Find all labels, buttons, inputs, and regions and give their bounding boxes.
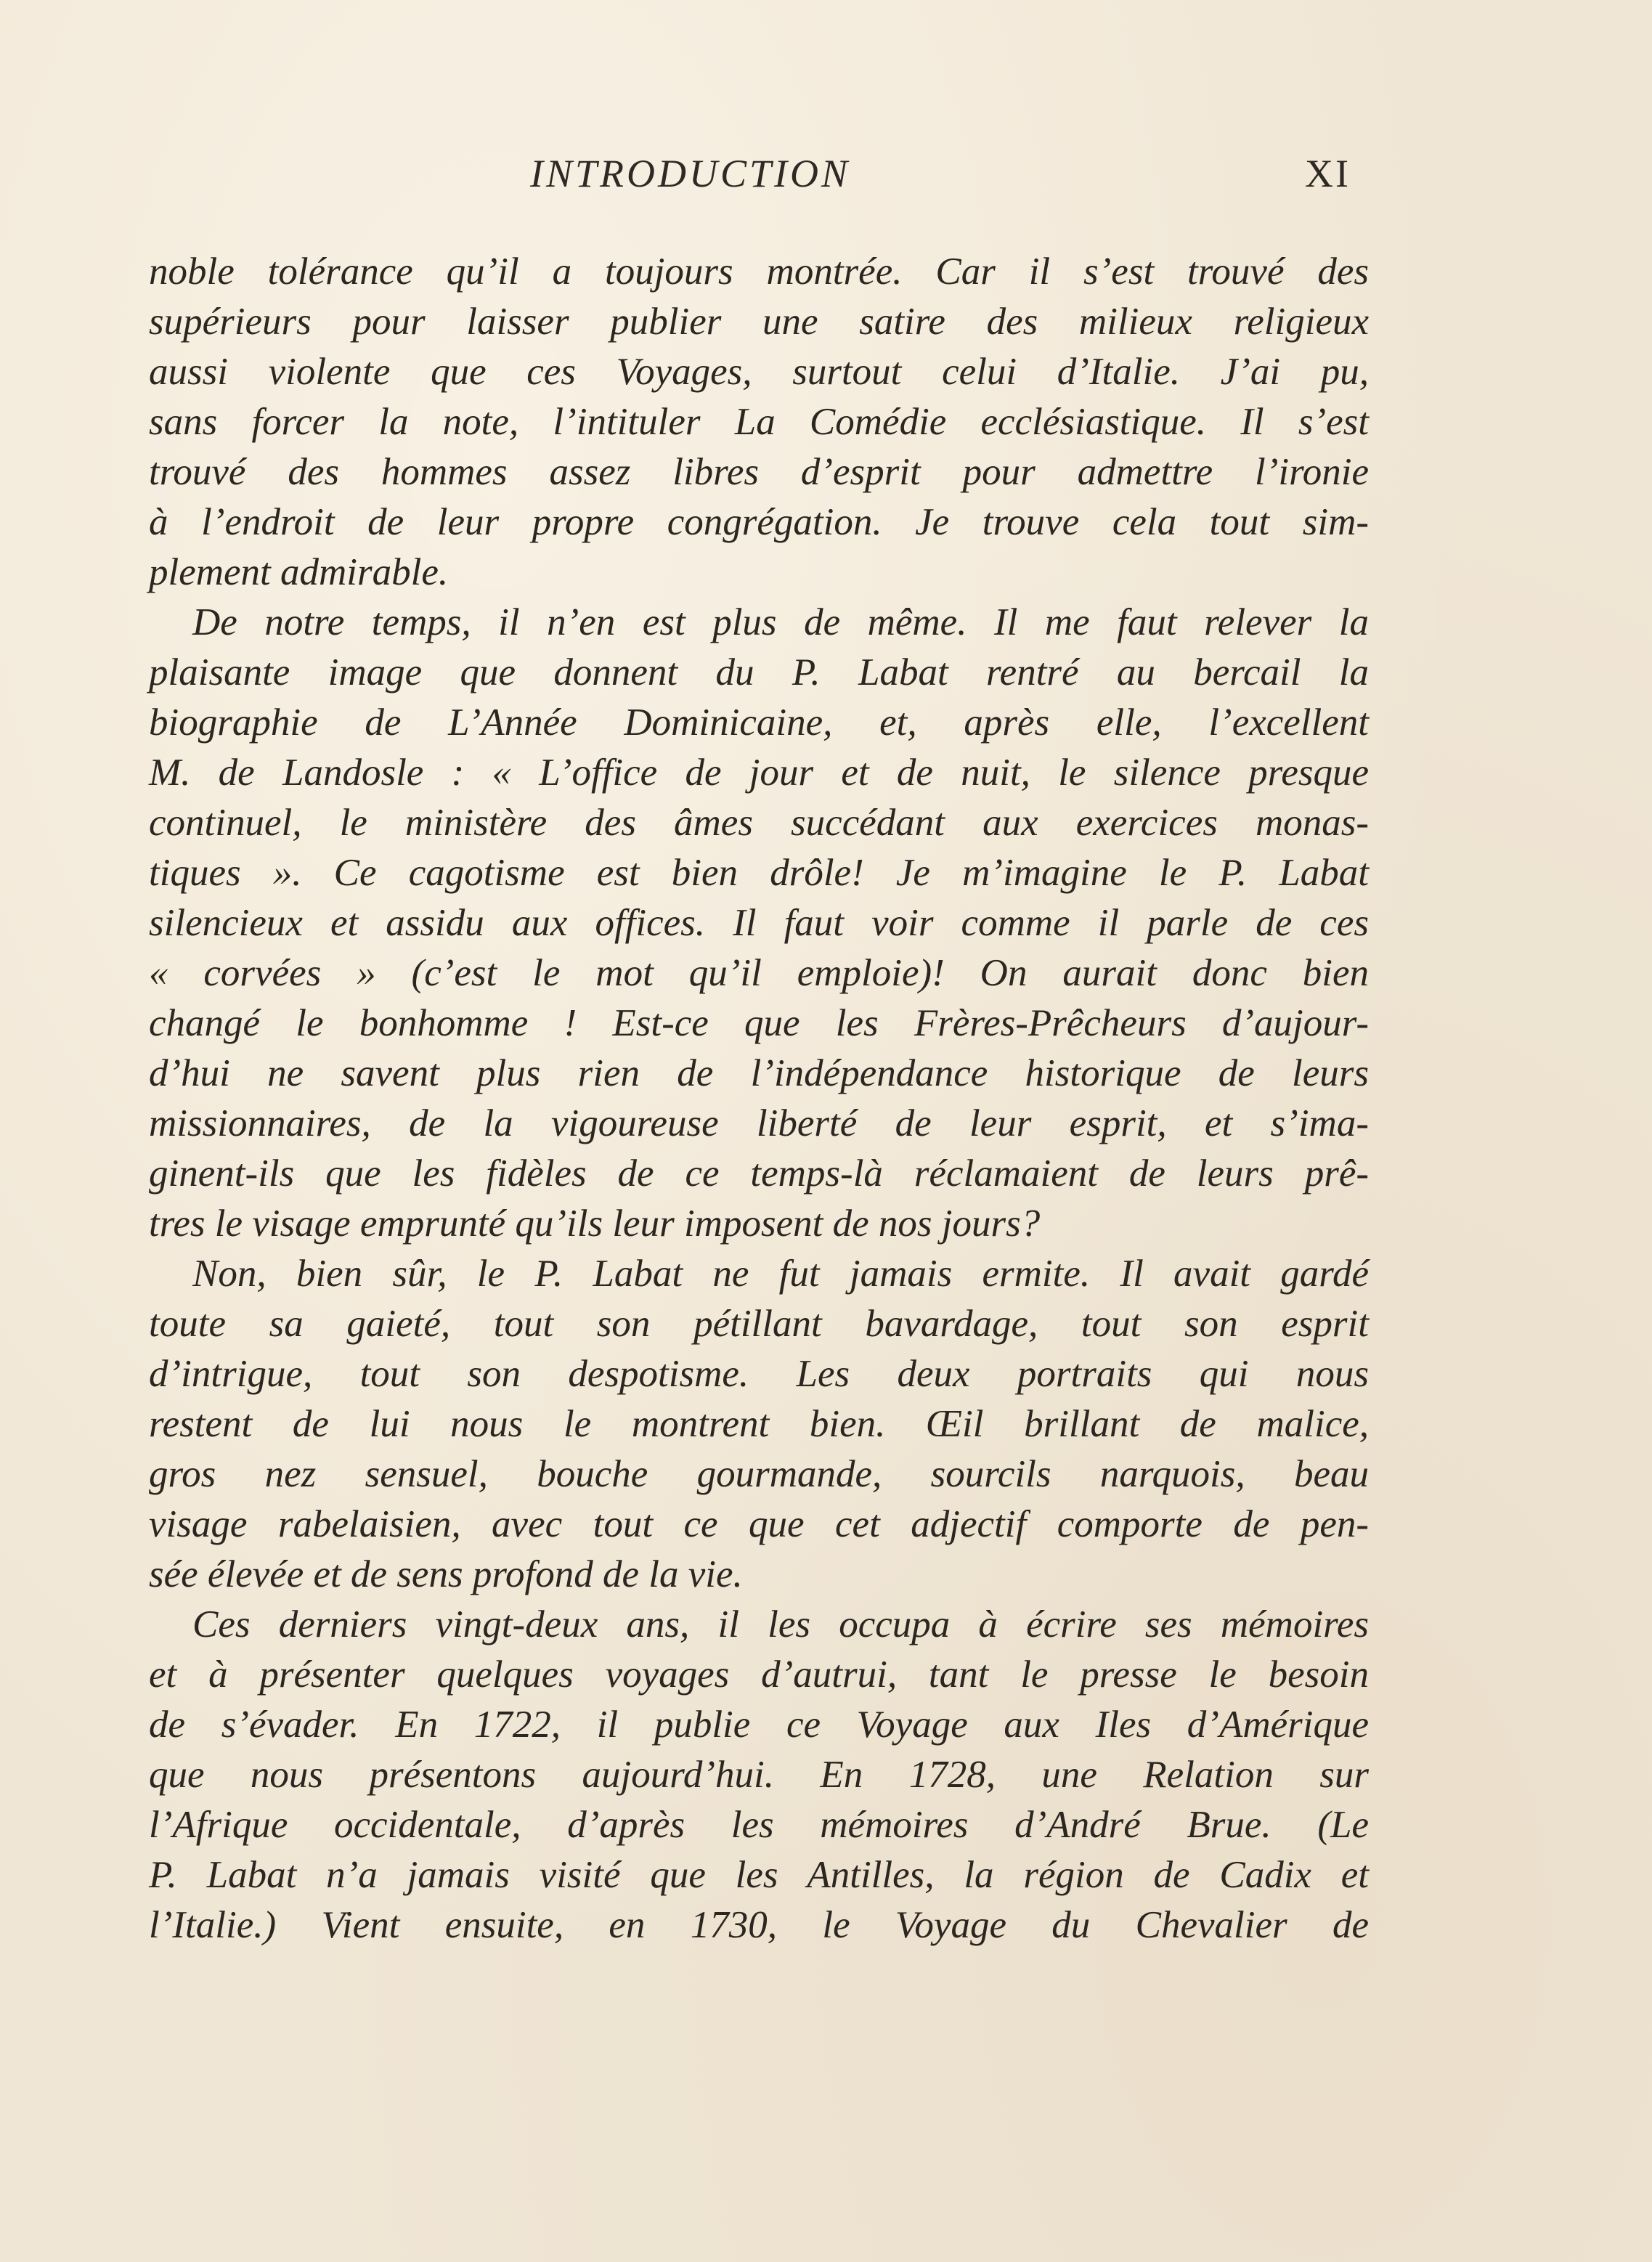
text-line: sée élevée et de sens profond de la vie. xyxy=(149,1553,743,1595)
text-line: M. de Landosle : « L’office de jour et de nuit, le silence presque xyxy=(149,752,1369,794)
text-line: à l’endroit de leur propre congrégation. Je trouve cela tout sim- xyxy=(149,501,1369,543)
text-line: toute sa gaieté, tout son pétillant bavardage, tout son esprit xyxy=(149,1303,1369,1345)
text-line: supérieurs pour laisser publier une satire des milieux religieux xyxy=(149,301,1369,343)
text-line: l’Afrique occidentale, d’après les mémoires d’André Brue. (Le xyxy=(149,1804,1369,1846)
text-line: continuel, le ministère des âmes succédant aux exercices monas- xyxy=(149,802,1369,844)
running-title: INTRODUCTION xyxy=(530,152,851,195)
text-line: P. Labat n’a jamais visité que les Antilles, la région de Cadix et xyxy=(149,1854,1369,1896)
text-line: missionnaires, de la vigoureuse liberté de leur esprit, et s’ima- xyxy=(149,1102,1369,1144)
paragraph-first-line: Non, bien sûr, le P. Labat ne fut jamais ermite. Il avait gardé xyxy=(192,1253,1369,1295)
text-line: aussi violente que ces Voyages, surtout celui d’Italie. J’ai pu, xyxy=(149,351,1369,393)
text-line: ginent-ils que les fidèles de ce temps-là réclamaient de leurs prê- xyxy=(149,1152,1369,1195)
text-line: et à présenter quelques voyages d’autrui, tant le presse le besoin xyxy=(149,1653,1369,1696)
text-line: sans forcer la note, l’intituler La Comédie ecclésiastique. Il s’est xyxy=(149,401,1369,443)
text-line: changé le bonhomme ! Est-ce que les Frères-Prêcheurs d’aujour- xyxy=(149,1002,1369,1044)
text-line: visage rabelaisien, avec tout ce que cet adjectif comporte de pen- xyxy=(149,1503,1369,1545)
text-line: noble tolérance qu’il a toujours montrée. Car il s’est trouvé des xyxy=(149,251,1369,293)
page-header xyxy=(530,151,1351,202)
text-line: de s’évader. En 1722, il publie ce Voyage aux Iles d’Amérique xyxy=(149,1704,1369,1746)
text-line: que nous présentons aujourd’hui. En 1728, une Relation sur xyxy=(149,1754,1369,1796)
text-line: biographie de L’Année Dominicaine, et, après elle, l’excellent xyxy=(149,701,1369,744)
text-line: trouvé des hommes assez libres d’esprit pour admettre l’ironie xyxy=(149,451,1369,493)
page-number: XI xyxy=(1305,152,1351,195)
paragraph-first-line: De notre temps, il n’en est plus de même. Il me faut relever la xyxy=(192,601,1369,643)
text-line: plement admirable. xyxy=(149,551,449,593)
text-line: gros nez sensuel, bouche gourmande, sourcils narquois, beau xyxy=(149,1453,1369,1495)
body-text xyxy=(149,247,1369,1950)
text-line: l’Italie.) Vient ensuite, en 1730, le Voyage du Chevalier de xyxy=(149,1904,1369,1946)
text-line: d’hui ne savent plus rien de l’indépendance historique de leurs xyxy=(149,1052,1369,1094)
text-line: tiques ». Ce cagotisme est bien drôle! Je m’imagine le P. Labat xyxy=(149,852,1369,894)
text-line: d’intrigue, tout son despotisme. Les deux portraits qui nous xyxy=(149,1353,1369,1395)
text-line: restent de lui nous le montrent bien. Œil brillant de malice, xyxy=(149,1403,1369,1445)
text-line: plaisante image que donnent du P. Labat rentré au bercail la xyxy=(149,651,1369,693)
text-line: tres le visage emprunté qu’ils leur imposent de nos jours? xyxy=(149,1203,1041,1245)
paragraph-first-line: Ces derniers vingt-deux ans, il les occupa à écrire ses mémoires xyxy=(192,1603,1369,1645)
text-line: silencieux et assidu aux offices. Il faut voir comme il parle de ces xyxy=(149,902,1369,944)
text-line: « corvées » (c’est le mot qu’il emploie)! On aurait donc bien xyxy=(149,952,1369,994)
